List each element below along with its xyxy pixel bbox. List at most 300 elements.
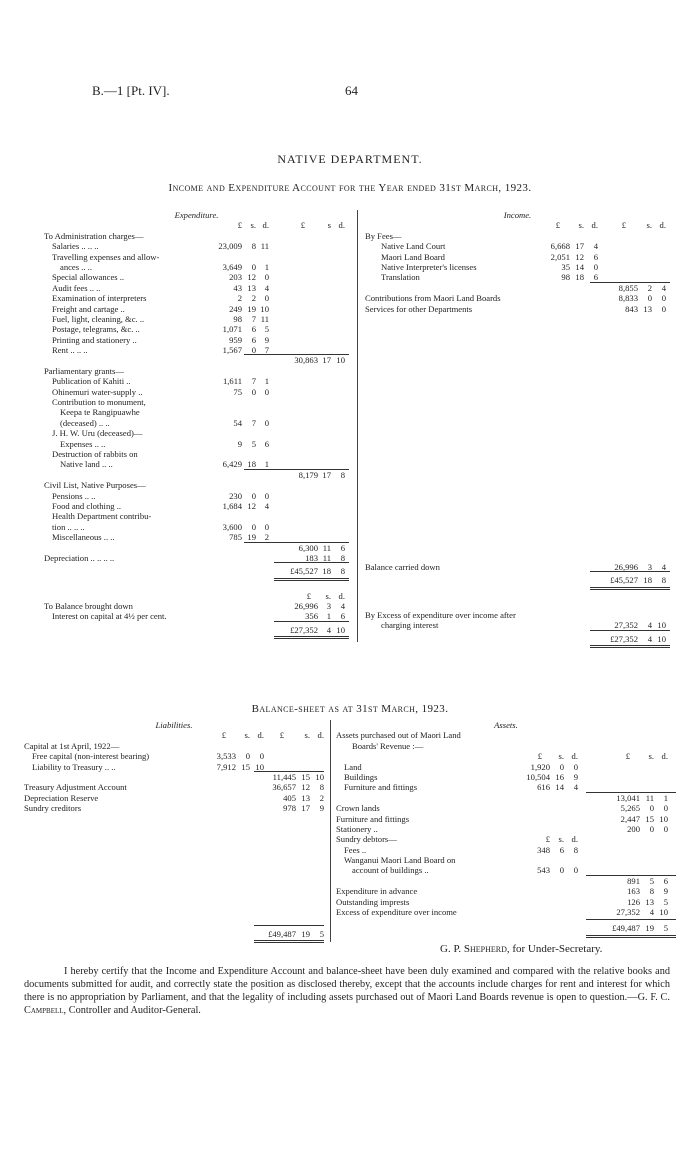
expenditure-row [44,376,349,386]
account-subtitle: Income and Expenditure Account for the Year ended 31st March, 1923. [168,182,532,194]
amount-cell: s. [244,730,250,741]
line-label: Keepa te Rangipuawhe [60,407,140,418]
line-label: By Excess of expenditure over income after [365,610,516,621]
line-label: Liabilities. [155,720,193,730]
line-label: Land [344,761,362,772]
line-label: Capital at 1st April, 1922— [24,740,120,751]
total-rule [274,578,349,581]
line-label: Depreciation Reserve [24,792,99,803]
amount-cell: 5 [663,923,668,934]
line-label: Fuel, light, cleaning, &c. .. [52,313,145,324]
line-label: account of buildings .. [352,865,429,876]
amount-cell: 6 [593,251,598,262]
amount-cell: £ [279,730,284,741]
amount-cell: 18 [643,575,652,586]
line-label: Audit fees .. .. [52,282,101,293]
amount-cell: 9 [237,438,242,449]
amount-cell: 0 [661,293,666,304]
contributions-row [365,293,670,303]
amount-cell: 11 [260,241,269,252]
expenditure-row [44,439,349,449]
line-label: Assets. [494,720,518,730]
amount-cell: 163 [627,886,640,897]
amount-cell: 8 [573,844,578,855]
amount-cell: 348 [537,844,550,855]
amount-cell: d. [661,751,668,762]
amount-cell: £ [537,751,542,762]
line-label: Sundry debtors— [336,834,397,845]
amount-cell: 0 [251,261,256,272]
amount-cell: 785 [229,532,242,543]
amount-cell: 26,996 [294,601,318,612]
amount-cell: 43 [233,282,242,293]
asset-row [336,762,676,772]
line-label: Boards' Revenue :— [352,740,424,751]
spacer-line [365,600,670,610]
line-label: Contributions from Maori Land Boards [365,293,501,304]
amount-cell: s. [325,590,331,601]
amount-cell: 8 [340,566,345,577]
amount-cell: 16 [555,771,564,782]
line-label: Expenses .. .. [60,438,106,449]
amount-cell: 1,071 [222,324,242,335]
amount-cell: 7 [251,376,256,387]
amount-cell: 12 [247,500,256,511]
amount-cell: 19 [645,923,654,934]
amount-cell: 11 [645,792,654,803]
amount-cell: 7,912 [216,761,236,772]
line-label: Salaries .. .. .. [52,241,99,252]
amount-cell: 0 [264,272,269,283]
amount-cell: 8 [649,886,654,897]
asset-row [336,814,676,824]
amount-cell: £ [221,730,226,741]
line-label: Treasury Adjustment Account [24,782,127,793]
signatory-name: G. P. Shepherd [440,943,507,955]
amount-cell: 9 [264,334,269,345]
total-rule [590,645,670,648]
line-label: Rent .. .. .. [52,345,88,356]
amount-cell: £ [555,220,560,231]
subtotal-rule [586,919,676,920]
amount-cell: s. [558,751,564,762]
amount-cell: 7 [251,417,256,428]
amount-cell: 8,179 [298,469,318,480]
amount-cell: 0 [661,303,666,314]
amount-cell: 0 [264,417,269,428]
line-label: To Balance brought down [44,601,133,612]
line-label: Fees .. [344,844,367,855]
amount-cell: 6,668 [550,241,570,252]
amount-cell: 9 [663,886,668,897]
amount-cell: 3,600 [222,521,242,532]
expenditure-row [44,407,349,417]
amount-cell: 12 [575,251,584,262]
amount-cell: 75 [233,386,242,397]
wanganui-label [336,855,676,865]
amount-cell: s. [648,751,654,762]
amount-cell: 543 [537,865,550,876]
line-label: Crown lands [336,803,380,814]
line-label: Free capital (non-interest bearing) [32,751,150,762]
amount-cell: 10 [657,633,666,644]
fee-row [365,262,670,272]
amount-cell: 8 [340,552,345,563]
amount-cell: £45,527 [290,566,318,577]
line-label: To Administration charges— [44,230,144,241]
liabilities-heading [24,720,324,730]
sundry-debtors-heading [336,834,676,844]
amount-cell: s. [558,834,564,845]
amount-cell: 4 [647,620,652,631]
balance-sheet-title: Balance-sheet as at 31st March, 1923. [251,703,449,715]
income-section [365,210,670,644]
subtotal-rule [590,571,670,572]
amount-cell: 6 [251,324,256,335]
amount-cell: 30,863 [294,355,318,366]
amount-cell: 11 [322,542,331,553]
income-heading [365,210,670,220]
amount-cell: 13 [301,792,310,803]
line-label: Income. [503,210,532,220]
expenditure-row [44,262,349,272]
amount-cell: 8 [340,469,345,480]
fee-row [365,252,670,262]
total-rule [254,940,324,943]
amount-cell: s. [304,730,310,741]
line-label: (deceased) .. .. [60,417,110,428]
amount-cell: 19 [247,303,256,314]
line-label: Contribution to monument, [52,397,146,408]
line-label: ances .. .. [60,261,92,272]
amount-cell: 6 [251,334,256,345]
amount-cell: 17 [575,241,584,252]
amount-cell: £27,352 [290,624,318,635]
amount-cell: £ [621,220,626,231]
amount-cell: 0 [251,521,256,532]
amount-cell: 0 [649,803,654,814]
amount-cell: 19 [301,928,310,939]
amount-cell: 0 [264,293,269,304]
amount-cell: 6 [559,844,564,855]
amount-cell: 4 [573,782,578,793]
column-headings [336,751,676,761]
amount-cell: 10 [255,761,264,772]
amount-cell: s. [578,220,584,231]
amount-cell: 13,041 [616,792,640,803]
civil-list-subtotal [44,543,349,553]
asset-row [336,907,676,917]
amount-cell: 10 [659,813,668,824]
expenditure-row [44,272,349,282]
amount-cell: s [327,220,331,231]
debtor-fees-row [336,845,676,855]
amount-cell: 10 [659,907,668,918]
second-right-total [365,634,670,644]
amount-cell: 203 [229,272,242,283]
amount-cell: 18 [575,272,584,283]
amount-cell: d. [659,220,666,231]
amount-cell: 4 [661,561,666,572]
expenditure-row [44,387,349,397]
amount-cell: 10 [315,771,324,782]
assets-purchased-label [336,730,676,740]
spacer [365,314,670,562]
fees-subtotal [365,283,670,293]
amount-cell: 2 [251,293,256,304]
line-label: Printing and stationery .. [52,334,137,345]
amount-cell: 0 [573,761,578,772]
amount-cell: 0 [649,823,654,834]
expenditure-row [44,428,349,438]
certificate-text: I hereby certify that the Income and Expenditure Account and balance-sheet have been duly examined and compared with the relative books and documents submitted for audit, and correctly state the position as disclosed thereby, except that the accounts include charges for rent and interest for which there is no appropriation by Parliament, and that the legality of including assets purchased out of Maori Land Boards revenue is open to question.— [24,966,670,1003]
amount-cell: 98 [561,272,570,283]
amount-cell: 5 [663,896,668,907]
amount-cell: 3 [647,561,652,572]
expenditure-row [44,324,349,334]
amount-cell: 8,833 [618,293,638,304]
line-label: Health Department contribu- [52,511,152,522]
line-label: Buildings [344,771,378,782]
amount-cell: 10 [260,303,269,314]
under-secretary-signature [440,943,602,955]
services-row [365,304,670,314]
amount-cell: 0 [259,751,264,762]
column-headings [44,220,349,230]
amount-cell: 4 [649,907,654,918]
line-label: Food and clothing .. [52,500,121,511]
subtotal-rule [274,562,349,563]
column-headings [365,220,670,230]
signatory-role: , for Under-Secretary. [506,943,603,955]
amount-cell: 8 [319,782,324,793]
line-label: Freight and cartage .. [52,303,125,314]
amount-cell: 126 [627,896,640,907]
amount-cell: 10,504 [526,771,550,782]
amount-cell: 0 [573,865,578,876]
amount-cell: 13 [645,896,654,907]
amount-cell: 2,051 [550,251,570,262]
line-label: Native land .. .. [60,459,113,470]
amount-cell: 15 [241,761,250,772]
excess-label [365,610,670,620]
liability-row [24,793,324,803]
expenditure-row [44,252,349,262]
amount-cell: 6 [264,438,269,449]
amount-cell: 10 [336,624,345,635]
amount-cell: 12 [301,782,310,793]
total-rule [590,587,670,590]
column-headings [44,591,349,601]
amount-cell: 18 [247,459,256,470]
amount-cell: 0 [245,751,250,762]
amount-cell: 15 [645,813,654,824]
amount-cell: d. [338,590,345,601]
line-label: Special allowances .. [52,272,125,283]
amount-cell: 4 [661,282,666,293]
line-label: Ohinemuri water-supply .. [52,386,143,397]
line-label: Maori Land Board [381,251,445,262]
amount-cell: 0 [593,261,598,272]
expenditure-total [44,566,349,576]
amount-cell: 0 [663,803,668,814]
amount-cell: 249 [229,303,242,314]
amount-cell: 17 [301,803,310,814]
expenditure-section [44,210,349,635]
subtotal-rule [274,621,349,622]
amount-cell: 978 [283,803,296,814]
amount-cell: d. [317,730,324,741]
amount-cell: £49,487 [612,923,640,934]
liabilities-section [24,720,324,939]
amount-cell: 11,445 [272,771,296,782]
amount-cell: 2 [264,532,269,543]
amount-cell: 891 [627,875,640,886]
amount-cell: 98 [233,313,242,324]
income-total [365,575,670,585]
amount-cell: 27,352 [616,907,640,918]
line-label: Native Land Court [381,241,446,252]
amount-cell: 23,009 [218,241,242,252]
amount-cell: 4 [647,633,652,644]
amount-cell: 8 [661,575,666,586]
amount-cell: 5 [319,928,324,939]
amount-cell: 1 [663,792,668,803]
audit-certificate [24,965,670,1017]
amount-cell: 13 [247,282,256,293]
amount-cell: 183 [305,552,318,563]
line-label: Depreciation .. .. .. .. [44,552,115,563]
amount-cell: 959 [229,334,242,345]
amount-cell: 0 [251,490,256,501]
parliamentary-subtotal [44,470,349,480]
amount-cell: 4 [264,500,269,511]
amount-cell: 14 [555,782,564,793]
asset-row [336,772,676,782]
amount-cell: 0 [647,293,652,304]
amount-cell: 4 [340,601,345,612]
line-label: Excess of expenditure over income [336,907,457,918]
amount-cell: 0 [264,490,269,501]
amount-cell: 6,300 [298,542,318,553]
amount-cell: £ [300,220,305,231]
subtotal-rule [254,925,324,926]
column-headings [24,730,324,740]
amount-cell: 1 [326,611,331,622]
expenditure-row [44,283,349,293]
line-label: Examination of interpreters [52,293,147,304]
amount-cell: 11 [322,552,331,563]
amount-cell: d. [262,220,269,231]
assets-purchased-subtotal [336,793,676,803]
line-label: Translation [381,272,420,283]
amount-cell: 9 [319,803,324,814]
amount-cell: £ [306,590,311,601]
amount-cell: 18 [322,566,331,577]
line-label: Furniture and fittings [336,813,410,824]
amount-cell: 19 [247,532,256,543]
amount-cell: 8 [251,241,256,252]
amount-cell: s. [250,220,256,231]
amount-cell: d. [338,220,345,231]
line-label: Outstanding imprests [336,896,410,907]
line-label: Expenditure. [174,210,219,220]
line-label: Pensions .. .. [52,490,96,501]
amount-cell: 12 [247,272,256,283]
line-label: Expenditure in advance [336,886,418,897]
balance-brought-down-row [44,601,349,611]
amount-cell: £ [545,834,550,845]
amount-cell: 4 [264,282,269,293]
page-number: 64 [345,83,358,98]
subtotal-rule [590,630,670,631]
page-title: NATIVE DEPARTMENT. [277,152,423,166]
expenditure-row [44,314,349,324]
asset-row [336,897,676,907]
expenditure-row [44,231,349,241]
expenditure-row [44,511,349,521]
amount-cell: 10 [336,355,345,366]
amount-cell: s. [646,220,652,231]
amount-cell: 0 [559,865,564,876]
liability-row [24,803,324,813]
amount-cell: 3,533 [216,751,236,762]
expenditure-row [44,304,349,314]
asset-row [336,824,676,834]
line-label: Furniture and fittings [344,782,418,793]
amount-cell: 6 [340,542,345,553]
amount-cell: d. [571,751,578,762]
assets-heading [336,720,676,730]
line-label: Miscellaneous .. .. [52,532,115,543]
line-label: By Fees— [365,230,402,241]
amount-cell: 0 [264,521,269,532]
amount-cell: 843 [625,303,638,314]
amount-cell: £ [625,751,630,762]
amount-cell: 35 [561,261,570,272]
amount-cell: 230 [229,490,242,501]
expenditure-row [44,241,349,251]
total-rule [274,636,349,639]
line-label: Wanganui Maori Land Board on [344,855,456,866]
amount-cell: £27,352 [610,633,638,644]
line-label: Postage, telegrams, &c. .. [52,324,140,335]
expenditure-row [44,335,349,345]
amount-cell: 17 [322,469,331,480]
amount-cell: 14 [575,261,584,272]
amount-cell: 5 [264,324,269,335]
amount-cell: 27,352 [614,620,638,631]
amount-cell: 1,611 [222,376,242,387]
line-label: Native Interpreter's licenses [381,261,477,272]
capital-subtotal [24,772,324,782]
amount-cell: 0 [663,823,668,834]
amount-cell: 6 [663,875,668,886]
amount-cell: 405 [283,792,296,803]
amount-cell: 0 [264,386,269,397]
amount-cell: 9 [573,771,578,782]
amount-cell: 17 [322,355,331,366]
expenditure-row [44,449,349,459]
line-label: Destruction of rabbits on [52,448,138,459]
amount-cell: 3 [326,601,331,612]
asset-row [336,803,676,813]
line-label: Travelling expenses and allow- [52,251,160,262]
line-label: Publication of Kahiti .. [52,376,131,387]
amount-cell: 356 [305,611,318,622]
amount-cell: 616 [537,782,550,793]
expenditure-row [44,418,349,428]
